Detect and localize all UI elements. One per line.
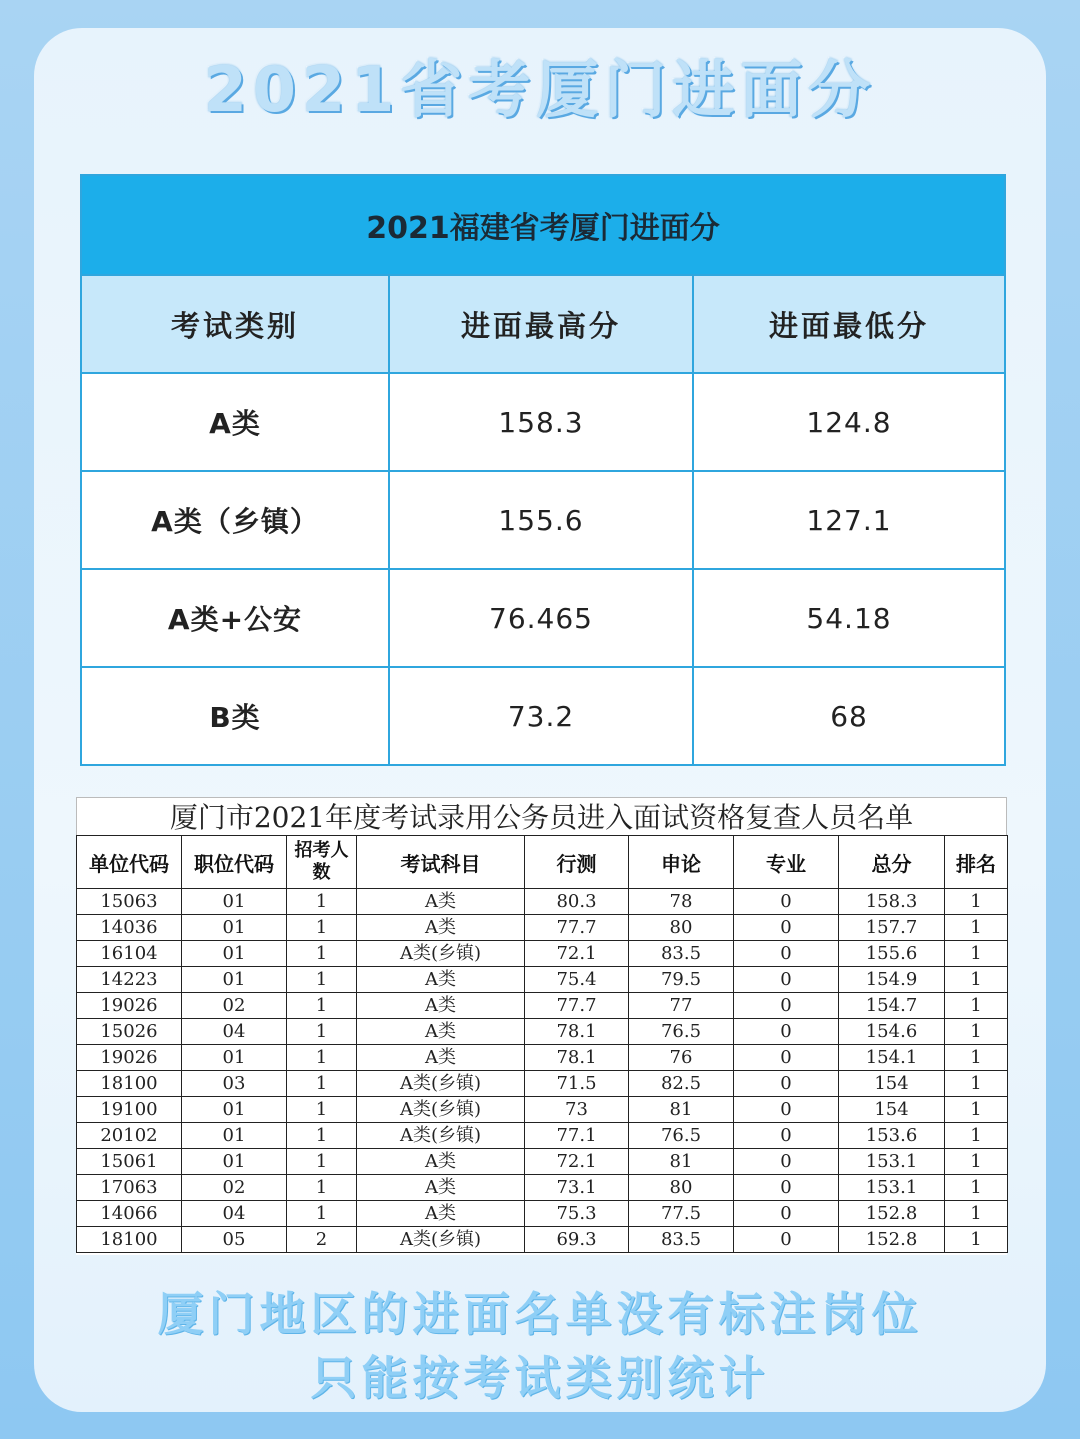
- major-cell: 0: [734, 1045, 839, 1071]
- rank-cell: 1: [945, 1045, 1008, 1071]
- table-row: [77, 1227, 1008, 1253]
- shenlun-cell: 80: [629, 1175, 734, 1201]
- max-score-cell: 158.3: [389, 373, 693, 471]
- major-cell: 0: [734, 1201, 839, 1227]
- xingce-cell: 73: [525, 1097, 629, 1123]
- position-code-cell: 01: [182, 1097, 287, 1123]
- unit-code-cell: 19026: [77, 993, 182, 1019]
- min-score-cell: 127.1: [693, 471, 1005, 569]
- recruit-count-cell: 1: [287, 1175, 357, 1201]
- col-recruit-count: 招考人数: [287, 836, 357, 889]
- position-code-cell: 02: [182, 993, 287, 1019]
- rank-cell: 1: [945, 915, 1008, 941]
- exam-subject-cell: A类(乡镇): [357, 941, 525, 967]
- major-cell: 0: [734, 1227, 839, 1253]
- roster-table: [76, 835, 1008, 1253]
- max-score-cell: 76.465: [389, 569, 693, 667]
- shenlun-cell: 83.5: [629, 941, 734, 967]
- position-code-cell: 02: [182, 1175, 287, 1201]
- position-code-cell: 03: [182, 1071, 287, 1097]
- major-cell: 0: [734, 1149, 839, 1175]
- rank-cell: 1: [945, 1071, 1008, 1097]
- table-row: [77, 889, 1008, 915]
- recruit-count-cell: 1: [287, 967, 357, 993]
- table-row: [77, 1149, 1008, 1175]
- recruit-count-cell: 1: [287, 1045, 357, 1071]
- page-title: 2021省考厦门进面分: [203, 53, 877, 126]
- unit-code-cell: 19100: [77, 1097, 182, 1123]
- col-xingce: 行测: [525, 836, 629, 889]
- unit-code-cell: 20102: [77, 1123, 182, 1149]
- total-cell: 154: [839, 1097, 945, 1123]
- total-cell: 153.6: [839, 1123, 945, 1149]
- exam-subject-cell: A类(乡镇): [357, 1227, 525, 1253]
- unit-code-cell: 15026: [77, 1019, 182, 1045]
- summary-row: [81, 471, 1005, 569]
- total-cell: 155.6: [839, 941, 945, 967]
- unit-code-cell: 15061: [77, 1149, 182, 1175]
- unit-code-cell: 15063: [77, 889, 182, 915]
- xingce-cell: 71.5: [525, 1071, 629, 1097]
- major-cell: 0: [734, 915, 839, 941]
- position-code-cell: 01: [182, 889, 287, 915]
- unit-code-cell: 14223: [77, 967, 182, 993]
- total-cell: 154.9: [839, 967, 945, 993]
- recruit-count-cell: 1: [287, 889, 357, 915]
- recruit-count-cell: 1: [287, 941, 357, 967]
- total-cell: 153.1: [839, 1149, 945, 1175]
- col-exam-subject: 考试科目: [357, 836, 525, 889]
- col-shenlun: 申论: [629, 836, 734, 889]
- xingce-cell: 72.1: [525, 1149, 629, 1175]
- position-code-cell: 01: [182, 1045, 287, 1071]
- table-row: [77, 1175, 1008, 1201]
- major-cell: 0: [734, 1071, 839, 1097]
- total-cell: 158.3: [839, 889, 945, 915]
- exam-subject-cell: A类(乡镇): [357, 1097, 525, 1123]
- shenlun-cell: 82.5: [629, 1071, 734, 1097]
- xingce-cell: 78.1: [525, 1045, 629, 1071]
- table-row: [77, 915, 1008, 941]
- shenlun-cell: 80: [629, 915, 734, 941]
- summary-row: [81, 667, 1005, 765]
- rank-cell: 1: [945, 967, 1008, 993]
- table-row: [77, 1019, 1008, 1045]
- position-code-cell: 01: [182, 967, 287, 993]
- position-code-cell: 01: [182, 941, 287, 967]
- position-code-cell: 01: [182, 1123, 287, 1149]
- xingce-cell: 75.4: [525, 967, 629, 993]
- exam-subject-cell: A类: [357, 1149, 525, 1175]
- recruit-count-cell: 1: [287, 1097, 357, 1123]
- total-cell: 154.7: [839, 993, 945, 1019]
- table-row: [77, 1071, 1008, 1097]
- unit-code-cell: 18100: [77, 1227, 182, 1253]
- total-cell: 152.8: [839, 1227, 945, 1253]
- total-cell: 153.1: [839, 1175, 945, 1201]
- xingce-cell: 77.7: [525, 993, 629, 1019]
- unit-code-cell: 16104: [77, 941, 182, 967]
- total-cell: 154.6: [839, 1019, 945, 1045]
- exam-subject-cell: A类: [357, 967, 525, 993]
- total-cell: 154: [839, 1071, 945, 1097]
- exam-subject-cell: A类: [357, 993, 525, 1019]
- major-cell: 0: [734, 1097, 839, 1123]
- major-cell: 0: [734, 1175, 839, 1201]
- xingce-cell: 72.1: [525, 941, 629, 967]
- rank-cell: 1: [945, 1201, 1008, 1227]
- shenlun-cell: 81: [629, 1149, 734, 1175]
- table-row: [77, 967, 1008, 993]
- xingce-cell: 80.3: [525, 889, 629, 915]
- recruit-count-cell: 1: [287, 1019, 357, 1045]
- major-cell: 0: [734, 967, 839, 993]
- table-row: [77, 941, 1008, 967]
- roster-sheet: [76, 797, 1007, 1255]
- col-unit-code: 单位代码: [77, 836, 182, 889]
- shenlun-cell: 77: [629, 993, 734, 1019]
- roster-title: 厦门市2021年度考试录用公务员进入面试资格复查人员名单: [76, 797, 1007, 835]
- rank-cell: 1: [945, 941, 1008, 967]
- shenlun-cell: 79.5: [629, 967, 734, 993]
- table-row: [77, 993, 1008, 1019]
- header-max-score: 进面最高分: [389, 275, 693, 373]
- exam-subject-cell: A类: [357, 1201, 525, 1227]
- major-cell: 0: [734, 1123, 839, 1149]
- position-code-cell: 01: [182, 915, 287, 941]
- shenlun-cell: 76: [629, 1045, 734, 1071]
- recruit-count-cell: 2: [287, 1227, 357, 1253]
- max-score-cell: 73.2: [389, 667, 693, 765]
- xingce-cell: 69.3: [525, 1227, 629, 1253]
- major-cell: 0: [734, 1019, 839, 1045]
- max-score-cell: 155.6: [389, 471, 693, 569]
- rank-cell: 1: [945, 1097, 1008, 1123]
- rank-cell: 1: [945, 1227, 1008, 1253]
- footer-note-line2: 只能按考试类别统计: [310, 1351, 770, 1405]
- table-row: [77, 1097, 1008, 1123]
- unit-code-cell: 14066: [77, 1201, 182, 1227]
- table-row: [77, 1123, 1008, 1149]
- exam-subject-cell: A类(乡镇): [357, 1123, 525, 1149]
- col-major: 专业: [734, 836, 839, 889]
- position-code-cell: 01: [182, 1149, 287, 1175]
- rank-cell: 1: [945, 1175, 1008, 1201]
- total-cell: 152.8: [839, 1201, 945, 1227]
- shenlun-cell: 83.5: [629, 1227, 734, 1253]
- position-code-cell: 05: [182, 1227, 287, 1253]
- table-row: [77, 1201, 1008, 1227]
- recruit-count-cell: 1: [287, 1123, 357, 1149]
- summary-row: [81, 373, 1005, 471]
- shenlun-cell: 78: [629, 889, 734, 915]
- recruit-count-cell: 1: [287, 1071, 357, 1097]
- unit-code-cell: 18100: [77, 1071, 182, 1097]
- shenlun-cell: 76.5: [629, 1019, 734, 1045]
- major-cell: 0: [734, 993, 839, 1019]
- header-category: 考试类别: [81, 275, 389, 373]
- total-cell: 154.1: [839, 1045, 945, 1071]
- recruit-count-cell: 1: [287, 993, 357, 1019]
- roster-body: [77, 889, 1008, 1253]
- footer-note-line1: 厦门地区的进面名单没有标注岗位: [157, 1287, 923, 1341]
- col-total: 总分: [839, 836, 945, 889]
- category-cell: A类: [81, 373, 389, 471]
- exam-subject-cell: A类: [357, 1175, 525, 1201]
- major-cell: 0: [734, 941, 839, 967]
- rank-cell: 1: [945, 1019, 1008, 1045]
- col-position-code: 职位代码: [182, 836, 287, 889]
- category-cell: A类（乡镇）: [81, 471, 389, 569]
- summary-caption: 2021福建省考厦门进面分: [81, 175, 1005, 275]
- total-cell: 157.7: [839, 915, 945, 941]
- unit-code-cell: 17063: [77, 1175, 182, 1201]
- shenlun-cell: 76.5: [629, 1123, 734, 1149]
- rank-cell: 1: [945, 1123, 1008, 1149]
- shenlun-cell: 81: [629, 1097, 734, 1123]
- unit-code-cell: 14036: [77, 915, 182, 941]
- major-cell: 0: [734, 889, 839, 915]
- recruit-count-cell: 1: [287, 1201, 357, 1227]
- summary-table: [80, 174, 1006, 766]
- exam-subject-cell: A类(乡镇): [357, 1071, 525, 1097]
- xingce-cell: 77.7: [525, 915, 629, 941]
- rank-cell: 1: [945, 1149, 1008, 1175]
- xingce-cell: 78.1: [525, 1019, 629, 1045]
- exam-subject-cell: A类: [357, 889, 525, 915]
- shenlun-cell: 77.5: [629, 1201, 734, 1227]
- category-cell: A类+公安: [81, 569, 389, 667]
- exam-subject-cell: A类: [357, 1019, 525, 1045]
- xingce-cell: 73.1: [525, 1175, 629, 1201]
- rank-cell: 1: [945, 993, 1008, 1019]
- position-code-cell: 04: [182, 1201, 287, 1227]
- exam-subject-cell: A类: [357, 1045, 525, 1071]
- xingce-cell: 77.1: [525, 1123, 629, 1149]
- table-row: [77, 1045, 1008, 1071]
- col-rank: 排名: [945, 836, 1008, 889]
- exam-subject-cell: A类: [357, 915, 525, 941]
- header-min-score: 进面最低分: [693, 275, 1005, 373]
- position-code-cell: 04: [182, 1019, 287, 1045]
- xingce-cell: 75.3: [525, 1201, 629, 1227]
- min-score-cell: 68: [693, 667, 1005, 765]
- category-cell: B类: [81, 667, 389, 765]
- min-score-cell: 124.8: [693, 373, 1005, 471]
- rank-cell: 1: [945, 889, 1008, 915]
- unit-code-cell: 19026: [77, 1045, 182, 1071]
- recruit-count-cell: 1: [287, 1149, 357, 1175]
- summary-row: [81, 569, 1005, 667]
- recruit-count-cell: 1: [287, 915, 357, 941]
- min-score-cell: 54.18: [693, 569, 1005, 667]
